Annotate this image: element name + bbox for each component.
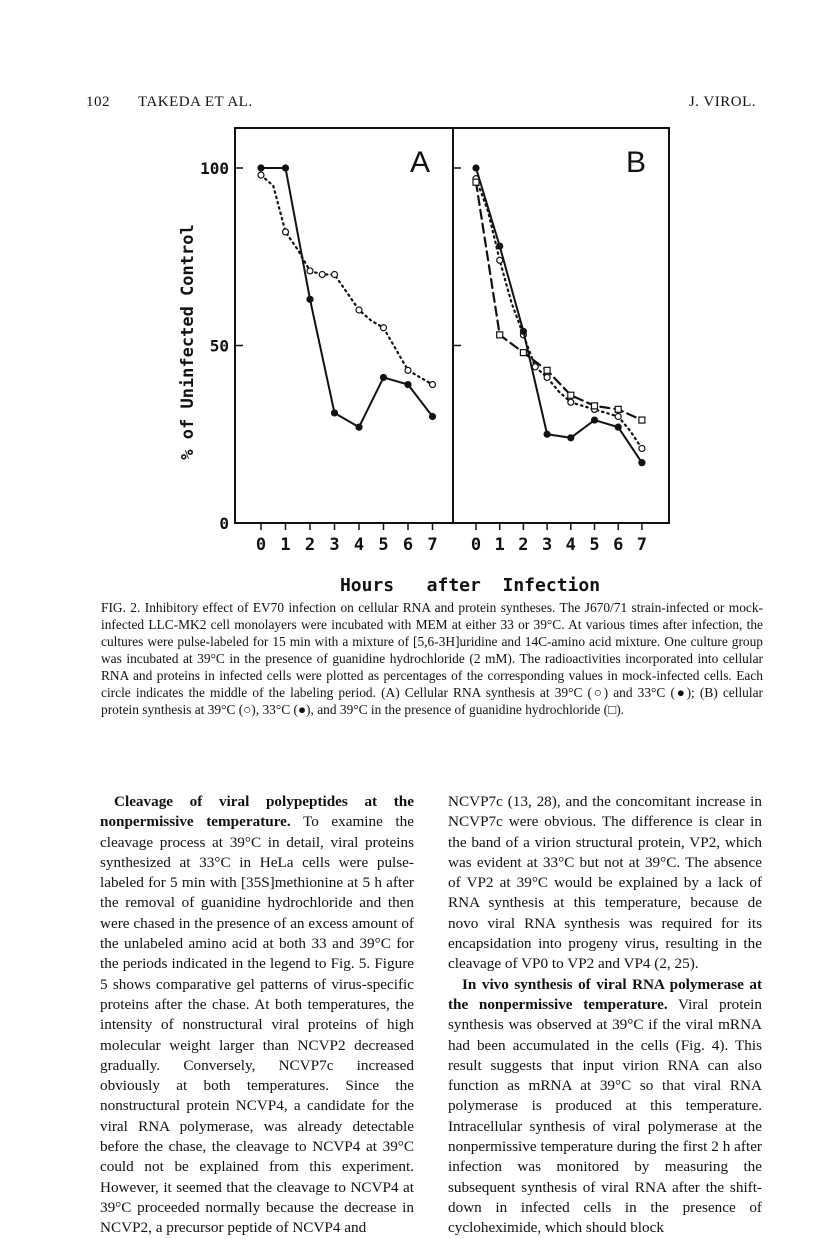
x-tick-label: 0 <box>255 535 267 555</box>
figure-2 <box>0 0 816 600</box>
series-line-open-square <box>476 182 642 420</box>
data-point-open <box>497 257 503 263</box>
data-point-square <box>473 179 479 185</box>
data-point-filled <box>615 424 622 431</box>
right-column <box>448 792 762 1239</box>
data-point-filled <box>638 459 645 466</box>
x-tick-label: 5 <box>589 535 600 555</box>
data-point-open <box>639 445 645 451</box>
x-tick-label: 6 <box>402 535 414 555</box>
x-tick-label: 3 <box>329 535 340 555</box>
data-point-open <box>319 272 325 278</box>
y-tick-label: 100 <box>200 159 229 178</box>
panel-label-a: A <box>409 146 431 179</box>
x-tick-label: 4 <box>565 535 576 555</box>
data-point-square <box>544 367 550 373</box>
x-tick-label: 7 <box>636 535 648 555</box>
x-tick-label: 3 <box>541 535 553 555</box>
data-point-open <box>283 229 289 235</box>
y-tick-label: 50 <box>209 336 229 356</box>
data-point-square <box>497 332 503 338</box>
data-point-filled <box>472 164 479 171</box>
x-tick-label: 4 <box>353 535 365 555</box>
panel-b <box>453 146 647 555</box>
x-tick-label: 2 <box>304 535 316 555</box>
data-point-open <box>532 364 538 370</box>
data-point-open <box>307 268 313 274</box>
x-tick-label: 7 <box>427 535 438 555</box>
data-point-filled <box>591 416 598 423</box>
data-point-square <box>615 406 621 412</box>
section-heading-polymerase: In vivo synthesis of viral RNA polymerase at the nonpermissive temperature. <box>448 975 762 1013</box>
x-tick-label: 6 <box>613 535 624 555</box>
left-column <box>100 792 414 1239</box>
data-point-open <box>356 307 362 313</box>
y-axis-label: % of Uninfected Control <box>178 224 198 460</box>
series-line-open-circle <box>261 175 433 384</box>
data-point-filled <box>380 374 387 381</box>
data-point-filled <box>257 164 264 171</box>
page-number: 102 <box>86 94 110 110</box>
figure-caption <box>101 599 763 718</box>
data-point-filled <box>355 424 362 431</box>
caption-text: FIG. 2. Inhibitory effect of EV70 infection on cellular RNA and protein syntheses. The J670/71 strain-infected or mock-infected LLC-MK2 cell monolayers were incubated with MEM at either 33 or 39°C. At various times after infection, the cultures were pulse-labeled for 15 min with a mixture of [5,6-3H]uridine and 14C-amino acid mixture. One culture group was incubated at 39°C in the presence of guanidine hydrochloride (2 mM). The radioactivities incorporated into cellular RNA and proteins in infected cells were plotted as percentages of the corresponding values in mock-infected cells. Each circle indicates the middle of the labeling period. (A) Cellular RNA synthesis at 39°C (○) and 33°C (●); (B) cellular protein synthesis at 39°C (○), 33°C (●), and 39°C in the presence of guanidine hydrochloride (□). <box>101 600 763 717</box>
x-axis-label: Hours after Infection <box>339 575 601 596</box>
data-point-filled <box>331 409 338 416</box>
data-point-open <box>544 374 550 380</box>
data-point-open <box>430 382 436 388</box>
data-point-filled <box>544 431 551 438</box>
data-point-filled <box>520 328 527 335</box>
x-tick-label: 1 <box>280 535 291 555</box>
data-point-filled <box>282 164 289 171</box>
data-point-open <box>615 414 621 420</box>
data-point-filled <box>567 434 574 441</box>
data-point-open <box>568 399 574 405</box>
data-point-square <box>592 403 598 409</box>
x-tick-label: 2 <box>518 535 529 555</box>
data-point-open <box>381 325 387 331</box>
data-point-filled <box>306 296 313 303</box>
data-point-square <box>639 417 645 423</box>
plot-frame <box>235 128 669 523</box>
x-tick-label: 5 <box>378 535 389 555</box>
running-authors: TAKEDA ET AL. <box>138 94 253 110</box>
data-point-filled <box>496 243 503 250</box>
data-point-square <box>568 392 574 398</box>
journal-name: J. VIROL. <box>688 94 756 110</box>
data-point-open <box>258 172 264 178</box>
series-line-filled-circle <box>261 168 433 427</box>
data-point-filled <box>404 381 411 388</box>
x-tick-label: 0 <box>470 535 482 555</box>
data-point-square <box>520 350 526 356</box>
data-point-filled <box>429 413 436 420</box>
data-point-open <box>405 367 411 373</box>
x-tick-label: 1 <box>494 535 505 555</box>
panel-label-b: B <box>625 146 647 179</box>
data-point-open <box>332 272 338 278</box>
y-tick-label: 0 <box>219 514 229 533</box>
paragraph-polymerase: Viral protein synthesis was observed at 39°C if the viral mRNA had been accumulated in the cells (Fig. 4). This result suggests that input virion RNA can also function as mRNA at 39°C so that viral RNA polymerase is produced at this temperature. Intracellular synthesis of viral polymerase at the nonpermissive temperature during the first 2 h after infection was monitored by measuring the subsequent synthesis of viral RNA after the shift-down in infected cells in the presence of cycloheximide, which should block <box>448 995 762 1237</box>
paragraph-cleavage: To examine the cleavage process at 39°C in detail, viral proteins synthesized at 33°C in HeLa cells were pulse-labeled for 5 min with [35S]methionine at 5 h after the removal of guanidine hydrochloride and then were chased in the presence of an excess amount of the unlabeled amino acid at both 33 and 39°C for the periods indicated in the legend to Fig. 5. Figure 5 shows comparative gel patterns of virus-specific proteins after the chase. At both temperatures, the intensity of nonstructural viral proteins of high molecular weight larger than NCVP2 decreased gradually. Conversely, NCVP7c increased obviously at both temperatures. Since the nonstructural protein NCVP4, a candidate for the viral RNA polymerase, was already detectable before the chase, the cleavage to NCVP4 at 39°C could not be explained from this experiment. However, it seemed that the cleavage to NCVP4 at 39°C proceeded normally because the decrease in NCVP2, a precursor peptide of NCVP4 and <box>100 813 414 1237</box>
paragraph-continued: NCVP7c (13, 28), and the concomitant increase in NCVP7c were obvious. The difference is clear in the band of a virion structural protein, VP2, which was evident at 33°C but not at 39°C. The absence of VP2 at 39°C would be explained by a lack of RNA synthesis at this temperature, because de novo viral RNA synthesis was required for its encapsidation into progeny virus, resulting in the cleavage of VP0 to VP2 and VP4 (2, 25). <box>448 793 762 973</box>
section-heading-cleavage: Cleavage of viral polypeptides at the nonpermissive temperature. <box>100 793 414 831</box>
